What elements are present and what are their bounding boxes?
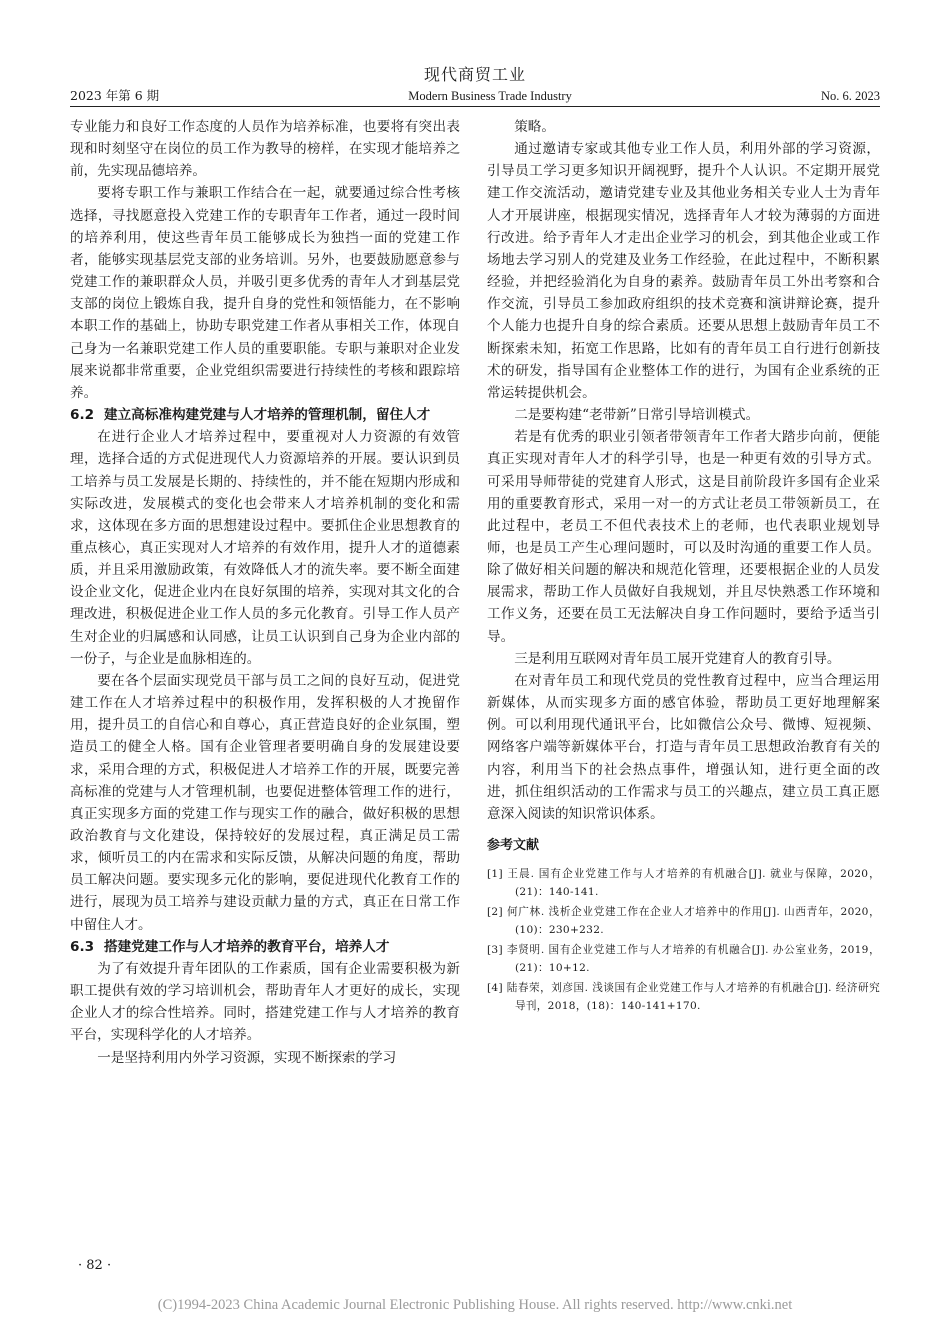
paragraph: 二是要构建“老带新”日常引导培训模式。 (514, 407, 760, 424)
references-heading: 参考文献 (487, 838, 540, 853)
paragraph: 若是有优秀的职业引领者带领青年工作者大踏步向前，便能真正实现对青年人才的科学引导，也是一种更有效的引导方式。可采用导师带徒的党建育人形式，这是目前阶段许多国有企业采用的重要教育形式，采用一对一的方式让老员工带领新员工，在此过程中，老员工不但代表技术上的老师，也代表职业规划导师，也是员工产生心理问题时，可以及时沟通的重要工作人员。除了做好相关问题的解决和规范化管理，还要根据企业的人员发展需求，帮助工作人员做好自我规划，并且尽快熟悉工作环境和工作义务，还要在员工无法解决自身工作问题时，要给予适当引导。 (487, 429, 880, 645)
paragraph: 专业能力和良好工作态度的人员作为培养标准，也要将有突出表现和时刻坚守在岗位的员工作为教导的榜样，在实现才能培养之前，先实现品德培养。 (70, 119, 460, 180)
issue-en: No. 6. 2023 (820, 89, 880, 103)
paragraph: 要将专职工作与兼职工作结合在一起，就要通过综合性考核选择，寻找愿意投入党建工作的专职青年工作者，通过一段时间的培养利用，使这些青年员工能够成长为独挡一面的党建工作者，能够实现基层党支部的业务培训。另外，也要鼓励愿意参与党建工作的兼职群众人员，并吸引更多优秀的青年人才到基层党支部的岗位上锻炼自我，提升自身的党性和领悟能力，在不影响本职工作的基础上，协助专职党建工作者从事相关工作，体现自己身为一名兼职党建工作人员的重要职能。专职与兼职对企业发展来说都非常重要，企业党组织需要进行持续性的考核和跟踪培养。 (70, 185, 460, 401)
right-column (487, 116, 880, 1017)
paragraph: 三是利用互联网对青年员工展开党建育人的教育引导。 (514, 650, 841, 667)
paragraph: 策略。 (514, 119, 555, 135)
running-header (70, 86, 880, 104)
reference-item: [4] 陆春荣，刘彦国. 浅谈国有企业党建工作与人才培养的有机融合[J]. 经济研究导刊，2018，(18)：140-141+170. (487, 982, 880, 1013)
page-number: · 82 · (78, 1258, 112, 1273)
paragraph: 在进行企业人才培养过程中，要重视对人力资源的有效管理，选择合适的方式促进现代人力资源培养的开展。要认识到员工培养与员工发展是长期的、持续性的，并不能在短期内形成和实际改进，发展模式的变化也会带来人才培养机制的变化和需求，这体现在多方面的思想建设过程中。要抓住企业思想教育的重点核心，真正实现对人才培养的有效作用，提升人才的道德素质，并且采用激励政策，有效降低人才的流失率。要不断全面建设企业文化，促进企业内在良好氛围的培养，实现对其文化的合理改进，积极促进企业工作人员的多元化教育。引导工作人员产生对企业的归属感和认同感，让员工认识到自己身为企业内部的一份子，与企业是血脉相连的。 (70, 429, 460, 667)
copyright-footer: (C)1994-2023 China Academic Journal Electronic Publishing House. All rights reserved. http://www.cnki.net (157, 1297, 793, 1313)
section-heading-6-2 (70, 404, 460, 426)
reference-item: [3] 李贤明. 国有企业党建工作与人才培养的有机融合[J]. 办公室业务，2019，(21)：10+12. (487, 944, 880, 975)
journal-title: 现代商贸工业 (423, 65, 526, 84)
section-title: 建立高标准构建党建与人才培养的管理机制，留住人才 (104, 407, 431, 424)
paragraph: 在对青年员工和现代党员的党性教育过程中，应当合理运用新媒体，从而实现多方面的感官体验，帮助员工更好地理解案例。可以利用现代通讯平台，比如微信公众号、微博、短视频、网络客户端等新媒体平台，打造与青年员工思想政治教育有关的内容，利用当下的社会热点事件，增强认知，进行更全面的改进，抓住组织活动的工作需求与员工的兴趣点，建立员工真正愿意深入阅读的知识常识体系。 (487, 672, 880, 822)
paragraph: 通过邀请专家或其他专业工作人员，利用外部的学习资源，引导员工学习更多知识开阔视野，提升个人认识。不定期开展党建工作交流活动，邀请党建专业及其他业务相关专业人士为青年人才开展讲座，根据现实情况，选择青年人才较为薄弱的方面进行改进。给予青年人才走出企业学习的机会，到其他企业或工作场地去学习别人的党建及业务工作经验，在此过程中，不断积累经验，并把经验消化为自身的素养。鼓励青年员工外出考察和合作交流，引导员工参加政府组织的技术竞赛和演讲辩论赛，提升个人能力也提升自身的综合素质。还要从思想上鼓励青年员工不断探索未知，拓宽工作思路，比如有的青年员工自行进行创新技术的研发，指导国有企业整体工作的进行，为国有企业系统的正常运转提供机会。 (487, 141, 880, 401)
section-number: 6.3 (70, 938, 95, 955)
reference-item: [2] 何广林. 浅析企业党建工作在企业人才培养中的作用[J]. 山西青年，2020，(10)：230+232. (487, 906, 880, 937)
header-rule (70, 106, 880, 107)
section-title: 搭建党建工作与人才培养的教育平台，培养人才 (104, 938, 390, 955)
issue-cn: 2023 年第 6 期 (70, 88, 160, 103)
reference-item: [1] 王晨. 国有企业党建工作与人才培养的有机融合[J]. 就业与保障，2020，(21)：140-141. (487, 868, 880, 899)
section-number: 6.2 (70, 407, 95, 424)
left-column (70, 116, 460, 1069)
paragraph: 为了有效提升青年团队的工作素质，国有企业需要积极为新职工提供有效的学习培训机会，帮助青年人才更好的成长，实现企业人才的综合性培养。同时，搭建党建工作与人才培养的教育平台，实现科学化的人才培养。 (70, 960, 460, 1044)
journal-title-en: Modern Business Trade Industry (408, 89, 572, 103)
section-heading-6-3 (70, 936, 460, 958)
paragraph: 一是坚持利用内外学习资源，实现不断探索的学习 (97, 1049, 397, 1066)
paragraph: 要在各个层面实现党员干部与员工之间的良好互动，促进党建工作在人才培养过程中的积极作用，发挥积极的人才挽留作用，提升员工的自信心和自尊心，真正营造良好的企业氛围，塑造员工的健全人格。国有企业管理者要明确自身的发展建设要求，采用合理的方式，积极促进人才培养工作的开展，既要完善高标准的党建与人才管理机制，也要促进整体管理工作的进行，真正实现多方面的党建工作与现实工作的融合，做好积极的思想政治教育与文化建设，保持较好的发展过程，真正满足员工需求，倾听员工的内在需求和实际反馈，从解决问题的角度，帮助员工解决问题。要实现多元化的影响，要促进现代化教育工作的进行，展现为员工培养与建设贡献力量的方式，真正在日常工作中留住人才。 (70, 672, 460, 933)
